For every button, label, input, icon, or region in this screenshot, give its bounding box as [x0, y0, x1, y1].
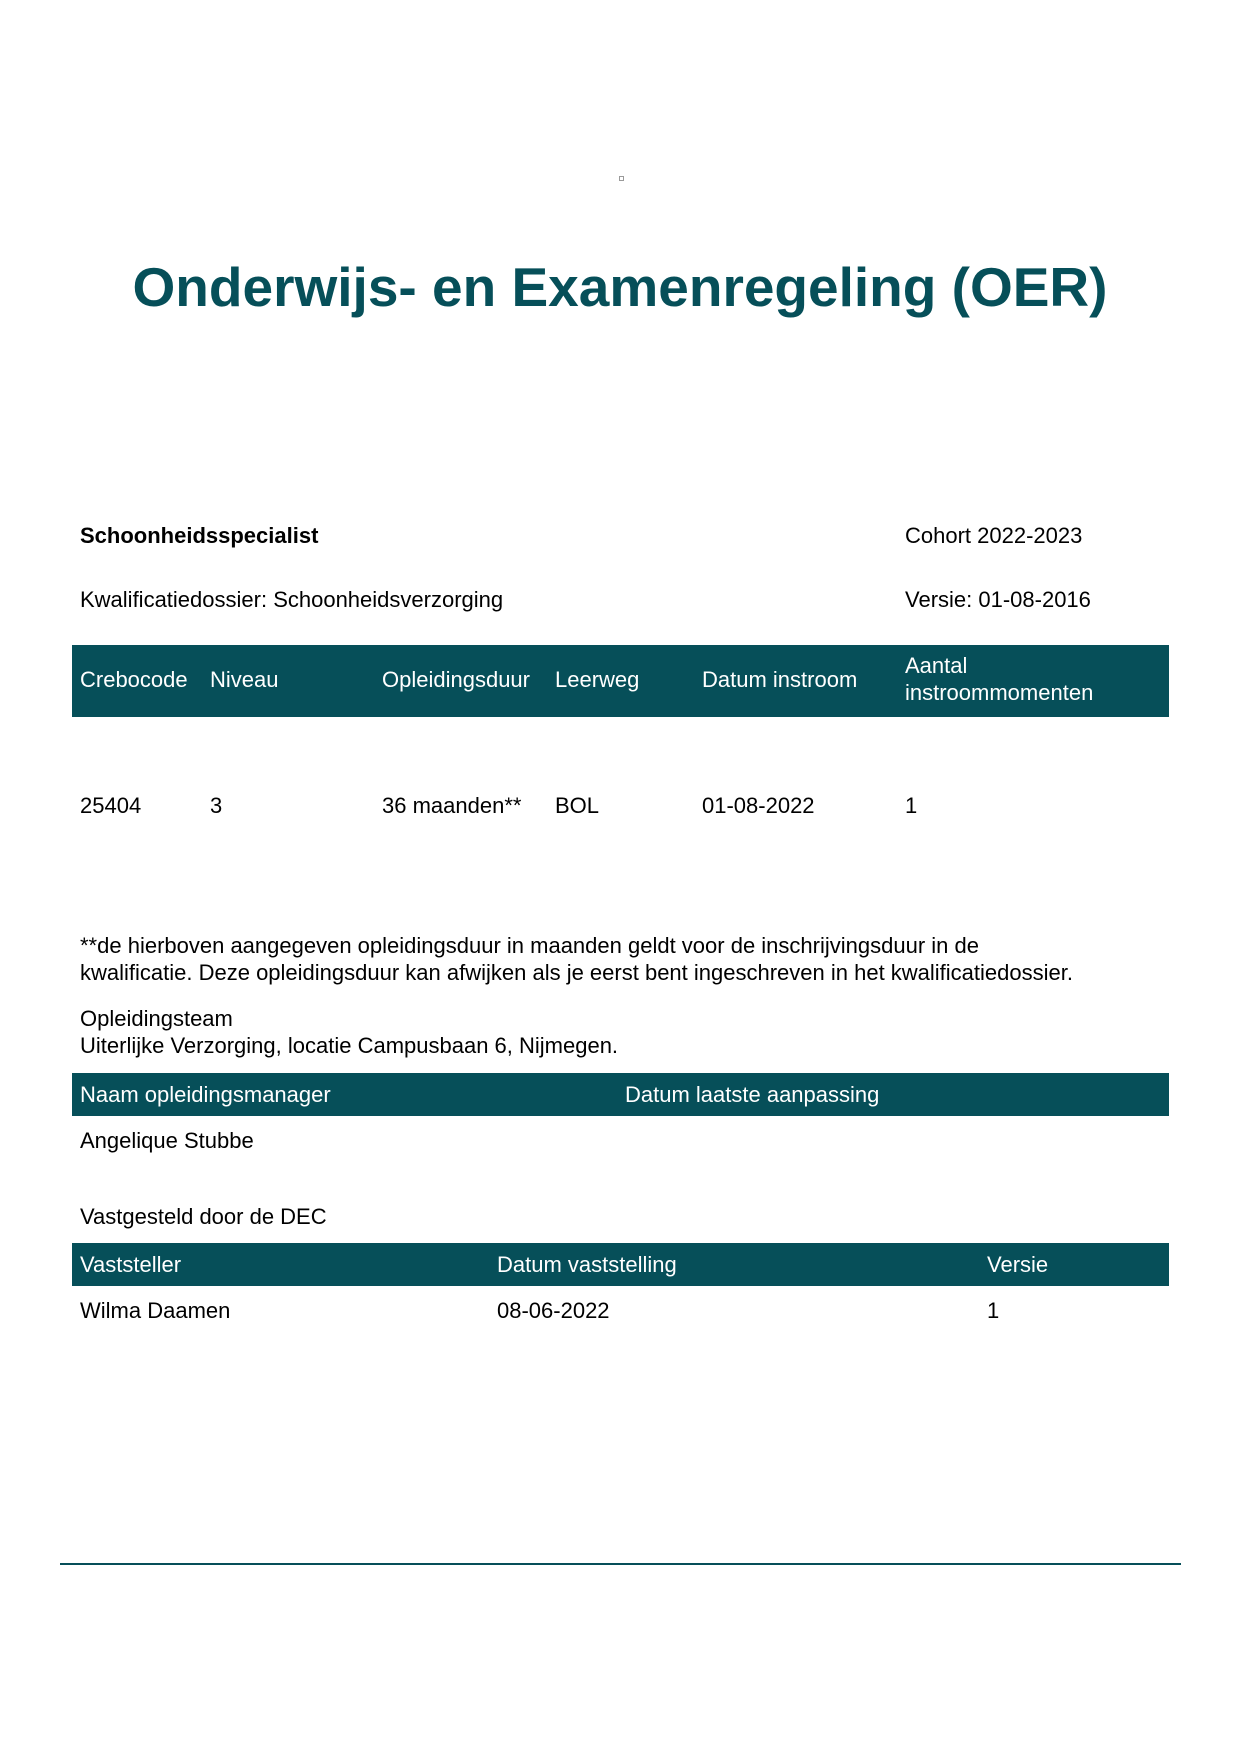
cell-manager-name: Angelique Stubbe	[80, 1128, 254, 1153]
header-versie: Versie	[987, 1252, 1049, 1277]
footnote-line-2: kwalificatie. Deze opleidingsduur kan afwijken als je eerst bent ingeschreven in het kwalificatiedossier.	[80, 960, 1073, 985]
cell-datum-instroom: 01-08-2022	[702, 793, 815, 818]
header-datum-laatste-aanpassing: Datum laatste aanpassing	[625, 1082, 880, 1107]
header-datum-instroom: Datum instroom	[702, 667, 858, 692]
header-niveau: Niveau	[210, 667, 279, 692]
table-row	[72, 1127, 1169, 1157]
header-datum-vaststelling: Datum vaststelling	[497, 1252, 677, 1277]
table-row	[72, 792, 1169, 822]
header-naam-opleidingsmanager: Naam opleidingsmanager	[80, 1082, 331, 1107]
cell-aantal-instroommomenten: 1	[905, 793, 918, 818]
program-name: Schoonheidsspecialist	[80, 523, 319, 548]
cell-vaststeller: Wilma Daamen	[80, 1298, 231, 1323]
cohort-label: Cohort 2022-2023	[905, 523, 1083, 548]
footer-divider	[60, 1563, 1181, 1565]
manager-table-header	[72, 1073, 1169, 1116]
image-placeholder-icon	[619, 176, 624, 181]
cell-opleidingsduur: 36 maanden**	[382, 793, 522, 818]
cell-datum-vaststelling: 08-06-2022	[497, 1298, 610, 1323]
document-title: Onderwijs- en Examenregeling (OER)	[132, 256, 1108, 318]
team-label: Opleidingsteam	[80, 1006, 233, 1031]
qualification-dossier: Kwalificatiedossier: Schoonheidsverzorging	[80, 587, 504, 612]
header-vaststeller: Vaststeller	[80, 1252, 182, 1277]
header-leerweg: Leerweg	[555, 667, 640, 692]
team-value: Uiterlijke Verzorging, locatie Campusbaan 6, Nijmegen.	[80, 1033, 619, 1058]
cell-crebocode: 25404	[80, 793, 142, 818]
header-aantal-instroommomenten: Aantal instroommomenten	[905, 653, 1094, 705]
cell-niveau: 3	[210, 793, 223, 818]
dec-label: Vastgesteld door de DEC	[80, 1204, 327, 1229]
header-opleidingsduur: Opleidingsduur	[382, 667, 530, 692]
program-table-header	[72, 645, 1169, 717]
footnote-line-1: **de hierboven aangegeven opleidingsduur in maanden geldt voor de inschrijvingsduur in de	[80, 933, 979, 958]
cell-versie: 1	[987, 1298, 1000, 1323]
table-row	[72, 1297, 1169, 1327]
approval-table-header	[72, 1243, 1169, 1286]
cell-leerweg: BOL	[555, 793, 600, 818]
header-crebocode: Crebocode	[80, 667, 188, 692]
dossier-version: Versie: 01-08-2016	[905, 587, 1091, 612]
